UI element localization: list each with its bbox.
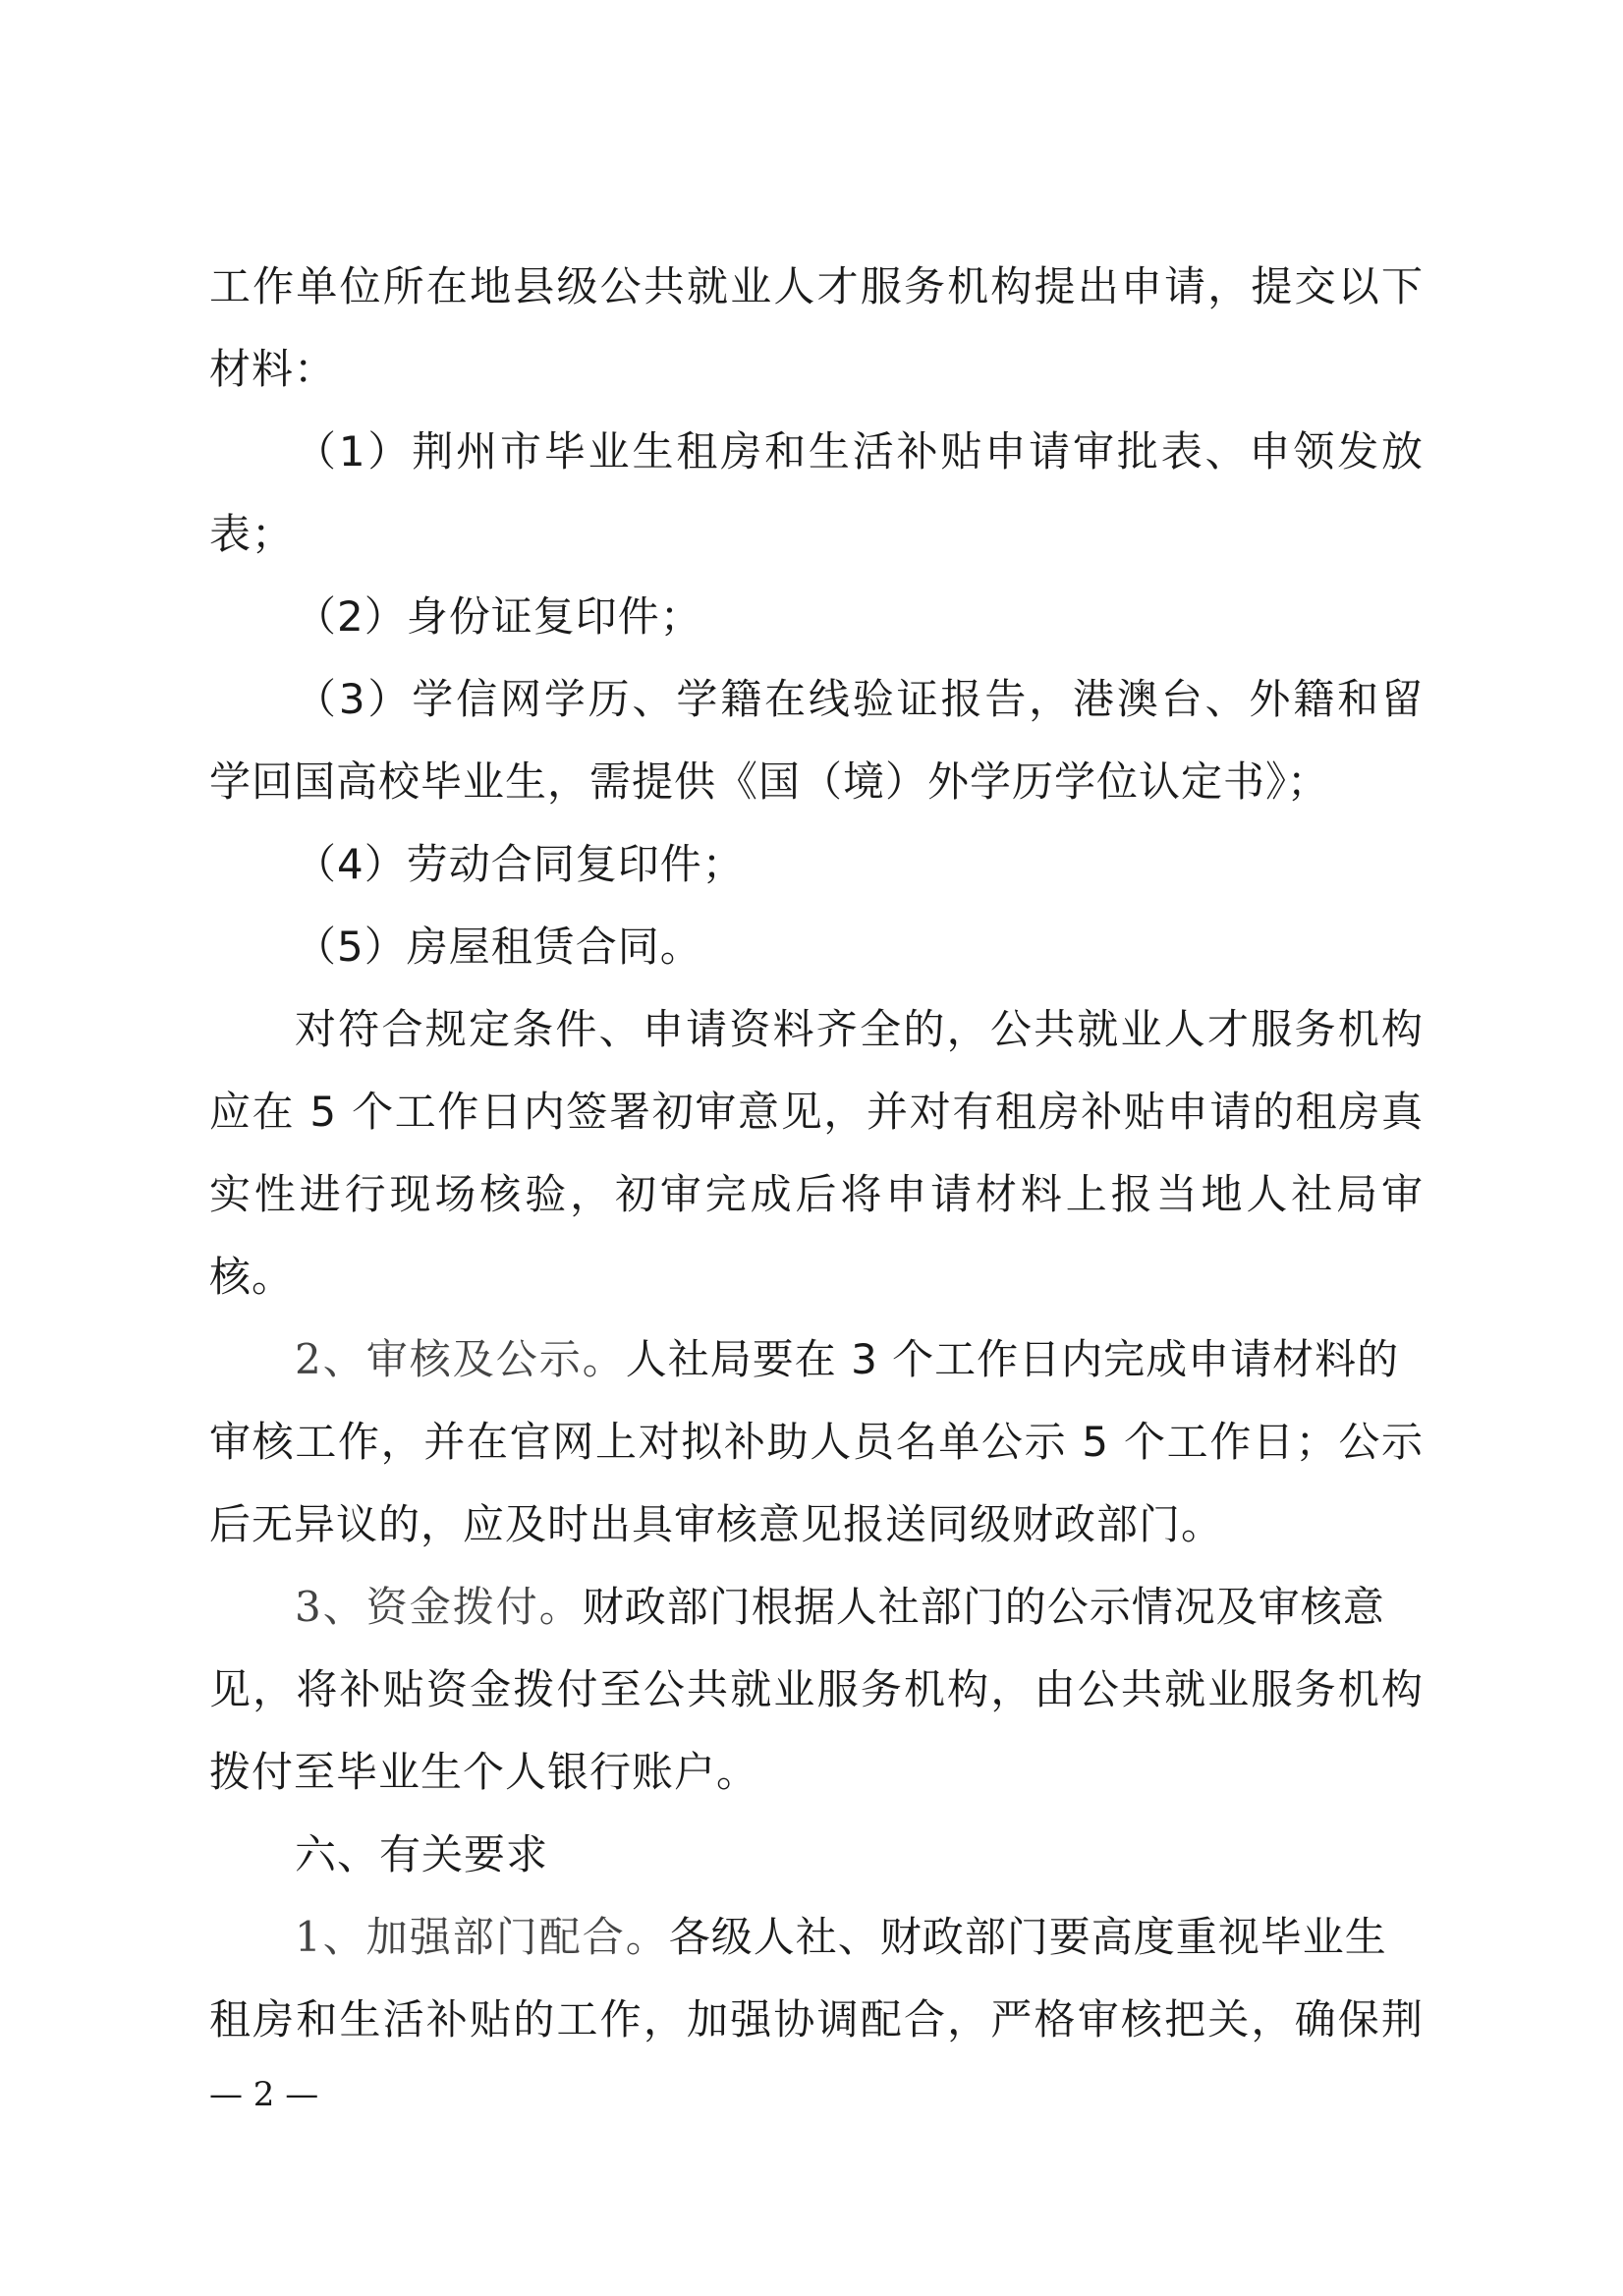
section-review-line [295,1331,1399,1388]
list-item-2: （2）身份证复印件； [295,592,702,641]
list-item-5: （5）房屋租赁合同。 [295,923,702,971]
paragraph-line: 实性进行现场核验，初审完成后将申请材料上报当地人社局审 [209,1170,1424,1218]
section-heading: 六、有关要求 [295,1830,549,1878]
paragraph-line: 应在 5 个工作日内签署初审意见，并对有租房补贴申请的租房真 [209,1088,1424,1136]
paragraph-line: 审核工作，并在官网上对拟补助人员名单公示 5 个工作日；公示 [209,1418,1424,1466]
paragraph-line: 材料： [209,345,337,393]
paragraph-line: 后无异议的，应及时出具审核意见报送同级财政部门。 [209,1500,1224,1548]
section-lead-coordination: 1、加强部门配合。 [295,1913,669,1961]
list-item-1: （1）荆州市毕业生租房和生活补贴申请审批表、申领发放 [295,427,1424,476]
list-item-3: （3）学信网学历、学籍在线验证报告，港澳台、外籍和留 [295,675,1424,723]
paragraph-line: 见，将补贴资金拨付至公共就业服务机构，由公共就业服务机构 [209,1665,1424,1713]
paragraph-line: 核。 [209,1253,295,1301]
paragraph-line: 拨付至毕业生个人银行账户。 [209,1748,759,1796]
list-item-4: （4）劳动合同复印件； [295,840,745,888]
paragraph-line: 表； [209,510,295,558]
section-lead-review: 2、审核及公示。 [295,1335,626,1383]
section-lead-funding: 3、资金拨付。 [295,1583,583,1631]
paragraph-line: 学回国高校毕业生，需提供《国（境）外学历学位认定书》； [209,757,1330,806]
paragraph-line: 租房和生活补贴的工作，加强协调配合，严格审核把关，确保荆 [209,1995,1424,2044]
section-funding-line [295,1579,1385,1636]
paragraph-text: 各级人社、财政部门要高度重视毕业生 [668,1913,1387,1961]
page-number: — 2 — [209,2075,319,2114]
section-coordination-line [295,1909,1387,1966]
paragraph-text: 人社局要在 3 个工作日内完成申请材料的 [625,1335,1400,1383]
paragraph-text: 财政部门根据人社部门的公示情况及审核意 [582,1583,1385,1631]
paragraph-line: 对符合规定条件、申请资料齐全的，公共就业人才服务机构 [295,1005,1424,1053]
paragraph-line: 工作单位所在地县级公共就业人才服务机构提出申请，提交以下 [209,262,1424,310]
